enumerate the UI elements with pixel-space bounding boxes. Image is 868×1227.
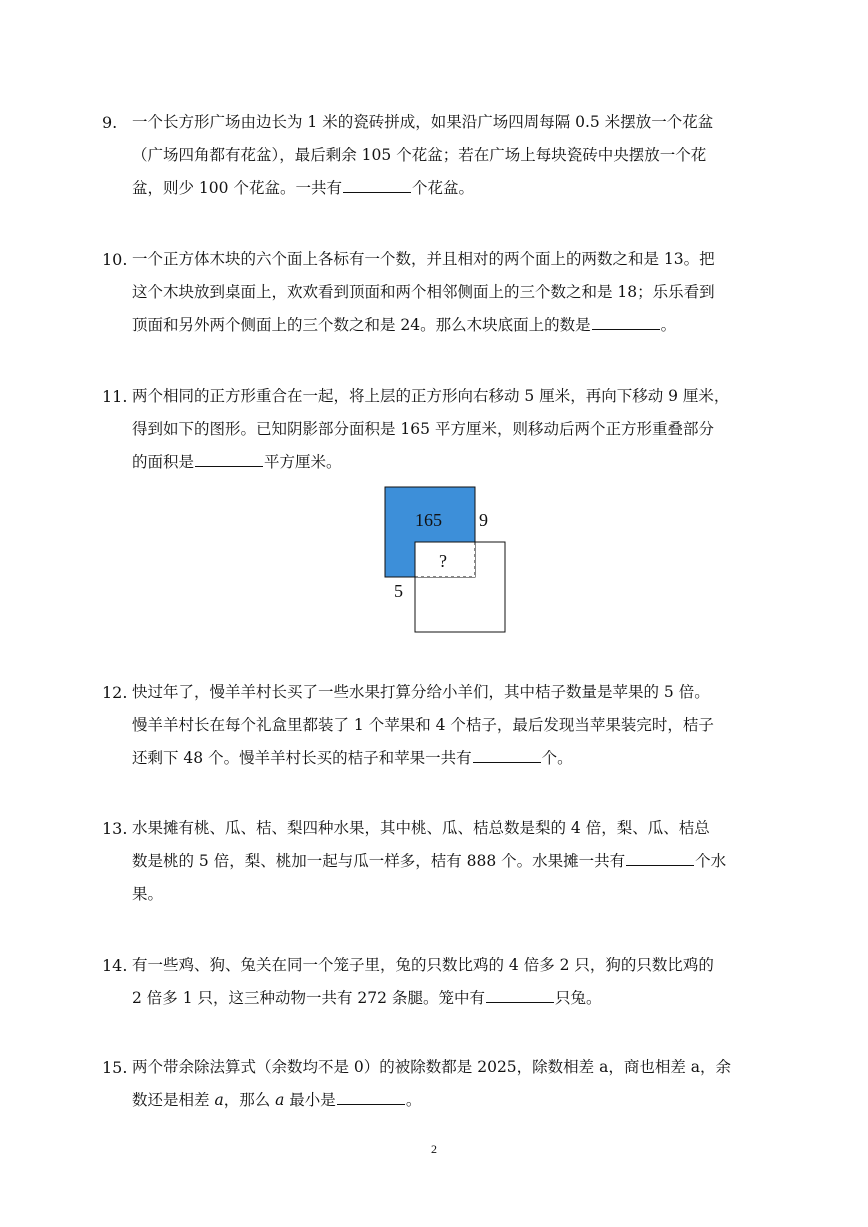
- problem-number: 14.: [102, 956, 128, 975]
- answer-blank[interactable]: [486, 988, 554, 1003]
- variable-a: a: [275, 1091, 285, 1109]
- answer-blank[interactable]: [626, 851, 694, 866]
- problem-number: 11.: [102, 387, 128, 406]
- shaded-area-label: 165: [415, 510, 442, 530]
- text-line: 的面积是 平方厘米。: [132, 453, 342, 471]
- problem-number: 15.: [102, 1058, 128, 1077]
- shift-down-label: 9: [479, 510, 488, 530]
- figure-svg: [384, 486, 514, 636]
- text-line: 顶面和另外两个侧面上的三个数之和是 24。那么木块底面上的数是 。: [132, 316, 677, 334]
- text-line: 一个正方体木块的六个面上各标有一个数，并且相对的两个面上的两数之和是 13。把: [132, 250, 715, 268]
- text-line: 两个带余除法算式（余数均不是 0）的被除数都是 2025，除数相差 a，商也相差 a，余: [132, 1058, 732, 1076]
- text-line: 这个木块放到桌面上，欢欢看到顶面和两个相邻侧面上的三个数之和是 18；乐乐看到: [132, 283, 715, 301]
- text-line: 一个长方形广场由边长为 1 米的瓷砖拼成，如果沿广场四周每隔 0.5 米摆放一个花盆: [132, 113, 714, 131]
- variable-a: a: [214, 1091, 224, 1109]
- text-line: 慢羊羊村长在每个礼盒里都装了 1 个苹果和 4 个桔子，最后发现当苹果装完时，桔子: [132, 716, 714, 734]
- text-line: 有一些鸡、狗、兔关在同一个笼子里，兔的只数比鸡的 4 倍多 2 只，狗的只数比鸡的: [132, 956, 714, 974]
- overlapping-squares-figure: [384, 486, 514, 636]
- answer-blank[interactable]: [195, 452, 263, 467]
- answer-blank[interactable]: [592, 315, 660, 330]
- problem-number: 12.: [102, 683, 128, 702]
- problem-number: 9.: [102, 113, 118, 132]
- shift-right-label: 5: [394, 581, 403, 601]
- text-line: （广场四角都有花盆），最后剩余 105 个花盆；若在广场上每块瓷砖中央摆放一个花: [132, 146, 707, 164]
- page-number: 2: [431, 1142, 437, 1156]
- problem-number: 13.: [102, 819, 128, 838]
- problem-text: [132, 380, 782, 479]
- problem-text: [132, 676, 782, 775]
- text-line: 水果摊有桃、瓜、桔、梨四种水果，其中桃、瓜、桔总数是梨的 4 倍，梨、瓜、桔总: [132, 819, 710, 837]
- problem-text: [132, 243, 782, 342]
- text-line: 得到如下的图形。已知阴影部分面积是 165 平方厘米，则移动后两个正方形重叠部分: [132, 420, 714, 438]
- text-line: 2 倍多 1 只，这三种动物一共有 272 条腿。笼中有 只兔。: [132, 989, 602, 1007]
- overlap-label: ?: [439, 551, 447, 571]
- problem-text: [132, 106, 782, 205]
- answer-blank[interactable]: [473, 748, 541, 763]
- text-line: 数是桃的 5 倍，梨、桃加一起与瓜一样多，桔有 888 个。水果摊一共有 个水: [132, 852, 727, 870]
- answer-blank[interactable]: [343, 178, 411, 193]
- text-line: 数还是相差 a，那么 a 最小是 。: [132, 1091, 422, 1109]
- text-line: 两个相同的正方形重合在一起，将上层的正方形向右移动 5 厘米，再向下移动 9 厘米，: [132, 387, 730, 405]
- answer-blank[interactable]: [337, 1090, 405, 1105]
- text-line: 果。: [132, 885, 164, 903]
- problem-text: [132, 1051, 782, 1117]
- text-line: 快过年了，慢羊羊村长买了一些水果打算分给小羊们，其中桔子数量是苹果的 5 倍。: [132, 683, 710, 701]
- problem-number: 10.: [102, 250, 128, 269]
- problem-text: [132, 812, 782, 911]
- text-line: 还剩下 48 个。慢羊羊村长买的桔子和苹果一共有 个。: [132, 749, 573, 767]
- text-line: 盆，则少 100 个花盆。一共有 个花盆。: [132, 179, 474, 197]
- problem-text: [132, 949, 782, 1015]
